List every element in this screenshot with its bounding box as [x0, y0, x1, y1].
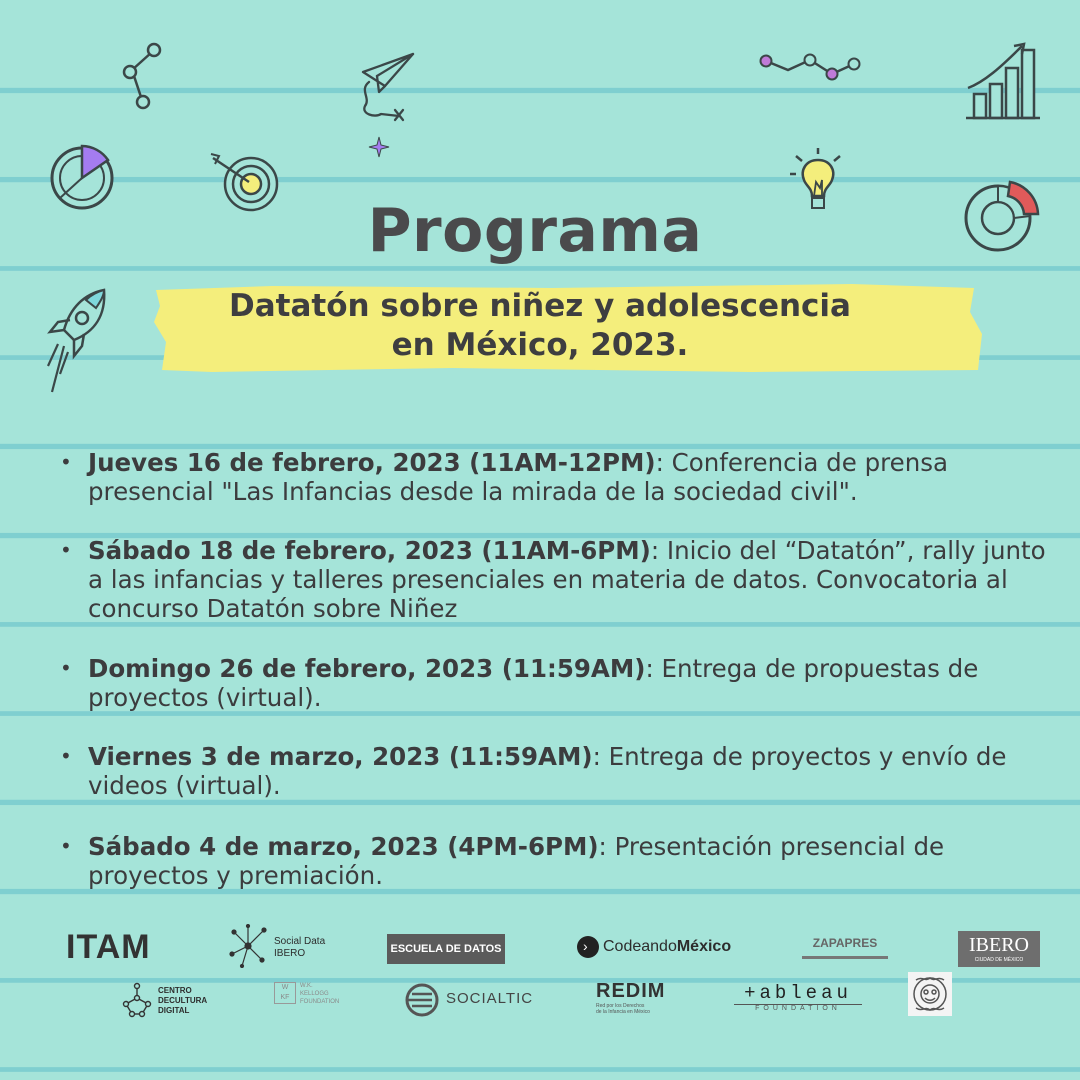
item-date: Sábado 4 de marzo, 2023 (4PM-6PM) [88, 832, 599, 861]
item-date: Jueves 16 de febrero, 2023 (11AM-12PM) [88, 448, 656, 477]
item-description: : Conferencia de prensa presencial "Las Infancias desde la mirada de la sociedad civil". [88, 448, 949, 506]
socialtic-logo: SOCIALTIC [402, 983, 532, 1017]
bullet: • [60, 744, 72, 768]
list-item [60, 448, 1050, 506]
bar-chart-icon [960, 38, 1046, 124]
list-item [60, 742, 1050, 800]
codeando-icon: › [577, 936, 599, 958]
redim-logo: REDIM Red por los Derechos de la Infancia en México [596, 980, 666, 1015]
centro-de-cultura-digital-logo: CENTRO DECULTURA DIGITAL [120, 982, 230, 1020]
item-date: Domingo 26 de febrero, 2023 (11:59AM) [88, 654, 646, 683]
bullet: • [60, 450, 72, 474]
page-title: Programa [367, 196, 703, 266]
bullet: • [60, 834, 72, 858]
bullet: • [60, 538, 72, 562]
item-description: : Presentación presencial de proyectos y premiación. [88, 832, 945, 890]
social-data-logo: Social Data IBERO [228, 924, 338, 968]
tableau-foundation-logo: +ableau FOUNDATION [734, 982, 862, 1014]
socialtic-icon [402, 983, 442, 1017]
kellogg-foundation-logo: W KF W.K. KELLOGG FOUNDATION [274, 980, 364, 1010]
item-description: : Inicio del “Datatón”, rally junto a las infancias y talleres presenciales en materia de datos. Convocatoria al concurso Datatón sobre Niñez [88, 536, 1046, 623]
list-item [60, 654, 1050, 712]
list-item [60, 536, 1050, 623]
subtitle-line-2: en México, 2023. [391, 327, 689, 363]
molecule-icon [118, 40, 168, 112]
network-icon [228, 924, 270, 968]
ibero-logo: IBERO CIUDAD DE MÉXICO [958, 931, 1040, 967]
sparkle-icon [368, 136, 390, 158]
zapapres-logo: ZAPAPRES [802, 936, 888, 959]
item-date: Sábado 18 de febrero, 2023 (11AM-6PM) [88, 536, 651, 565]
network-icon [120, 982, 154, 1018]
subtitle-line-1: Datatón sobre niñez y adolescencia [229, 288, 851, 324]
line-graph-icon [758, 50, 868, 84]
seal-logo [908, 972, 952, 1016]
item-description: : Entrega de proyectos y envío de videos (virtual). [88, 742, 1007, 800]
list-item [60, 832, 1050, 890]
bullet: • [60, 656, 72, 680]
page-subtitle [160, 287, 920, 365]
item-date: Viernes 3 de marzo, 2023 (11:59AM) [88, 742, 593, 771]
itam-logo: ITAM [66, 928, 151, 966]
paper-plane-icon [355, 48, 417, 130]
item-description: : Entrega de propuestas de proyectos (virtual). [88, 654, 979, 712]
rocket-icon [44, 286, 114, 394]
escuela-de-datos-logo: ESCUELA DE DATOS [387, 934, 505, 964]
seal-icon [908, 972, 952, 1016]
codeando-mexico-logo: › CodeandoMéxico [577, 935, 731, 959]
